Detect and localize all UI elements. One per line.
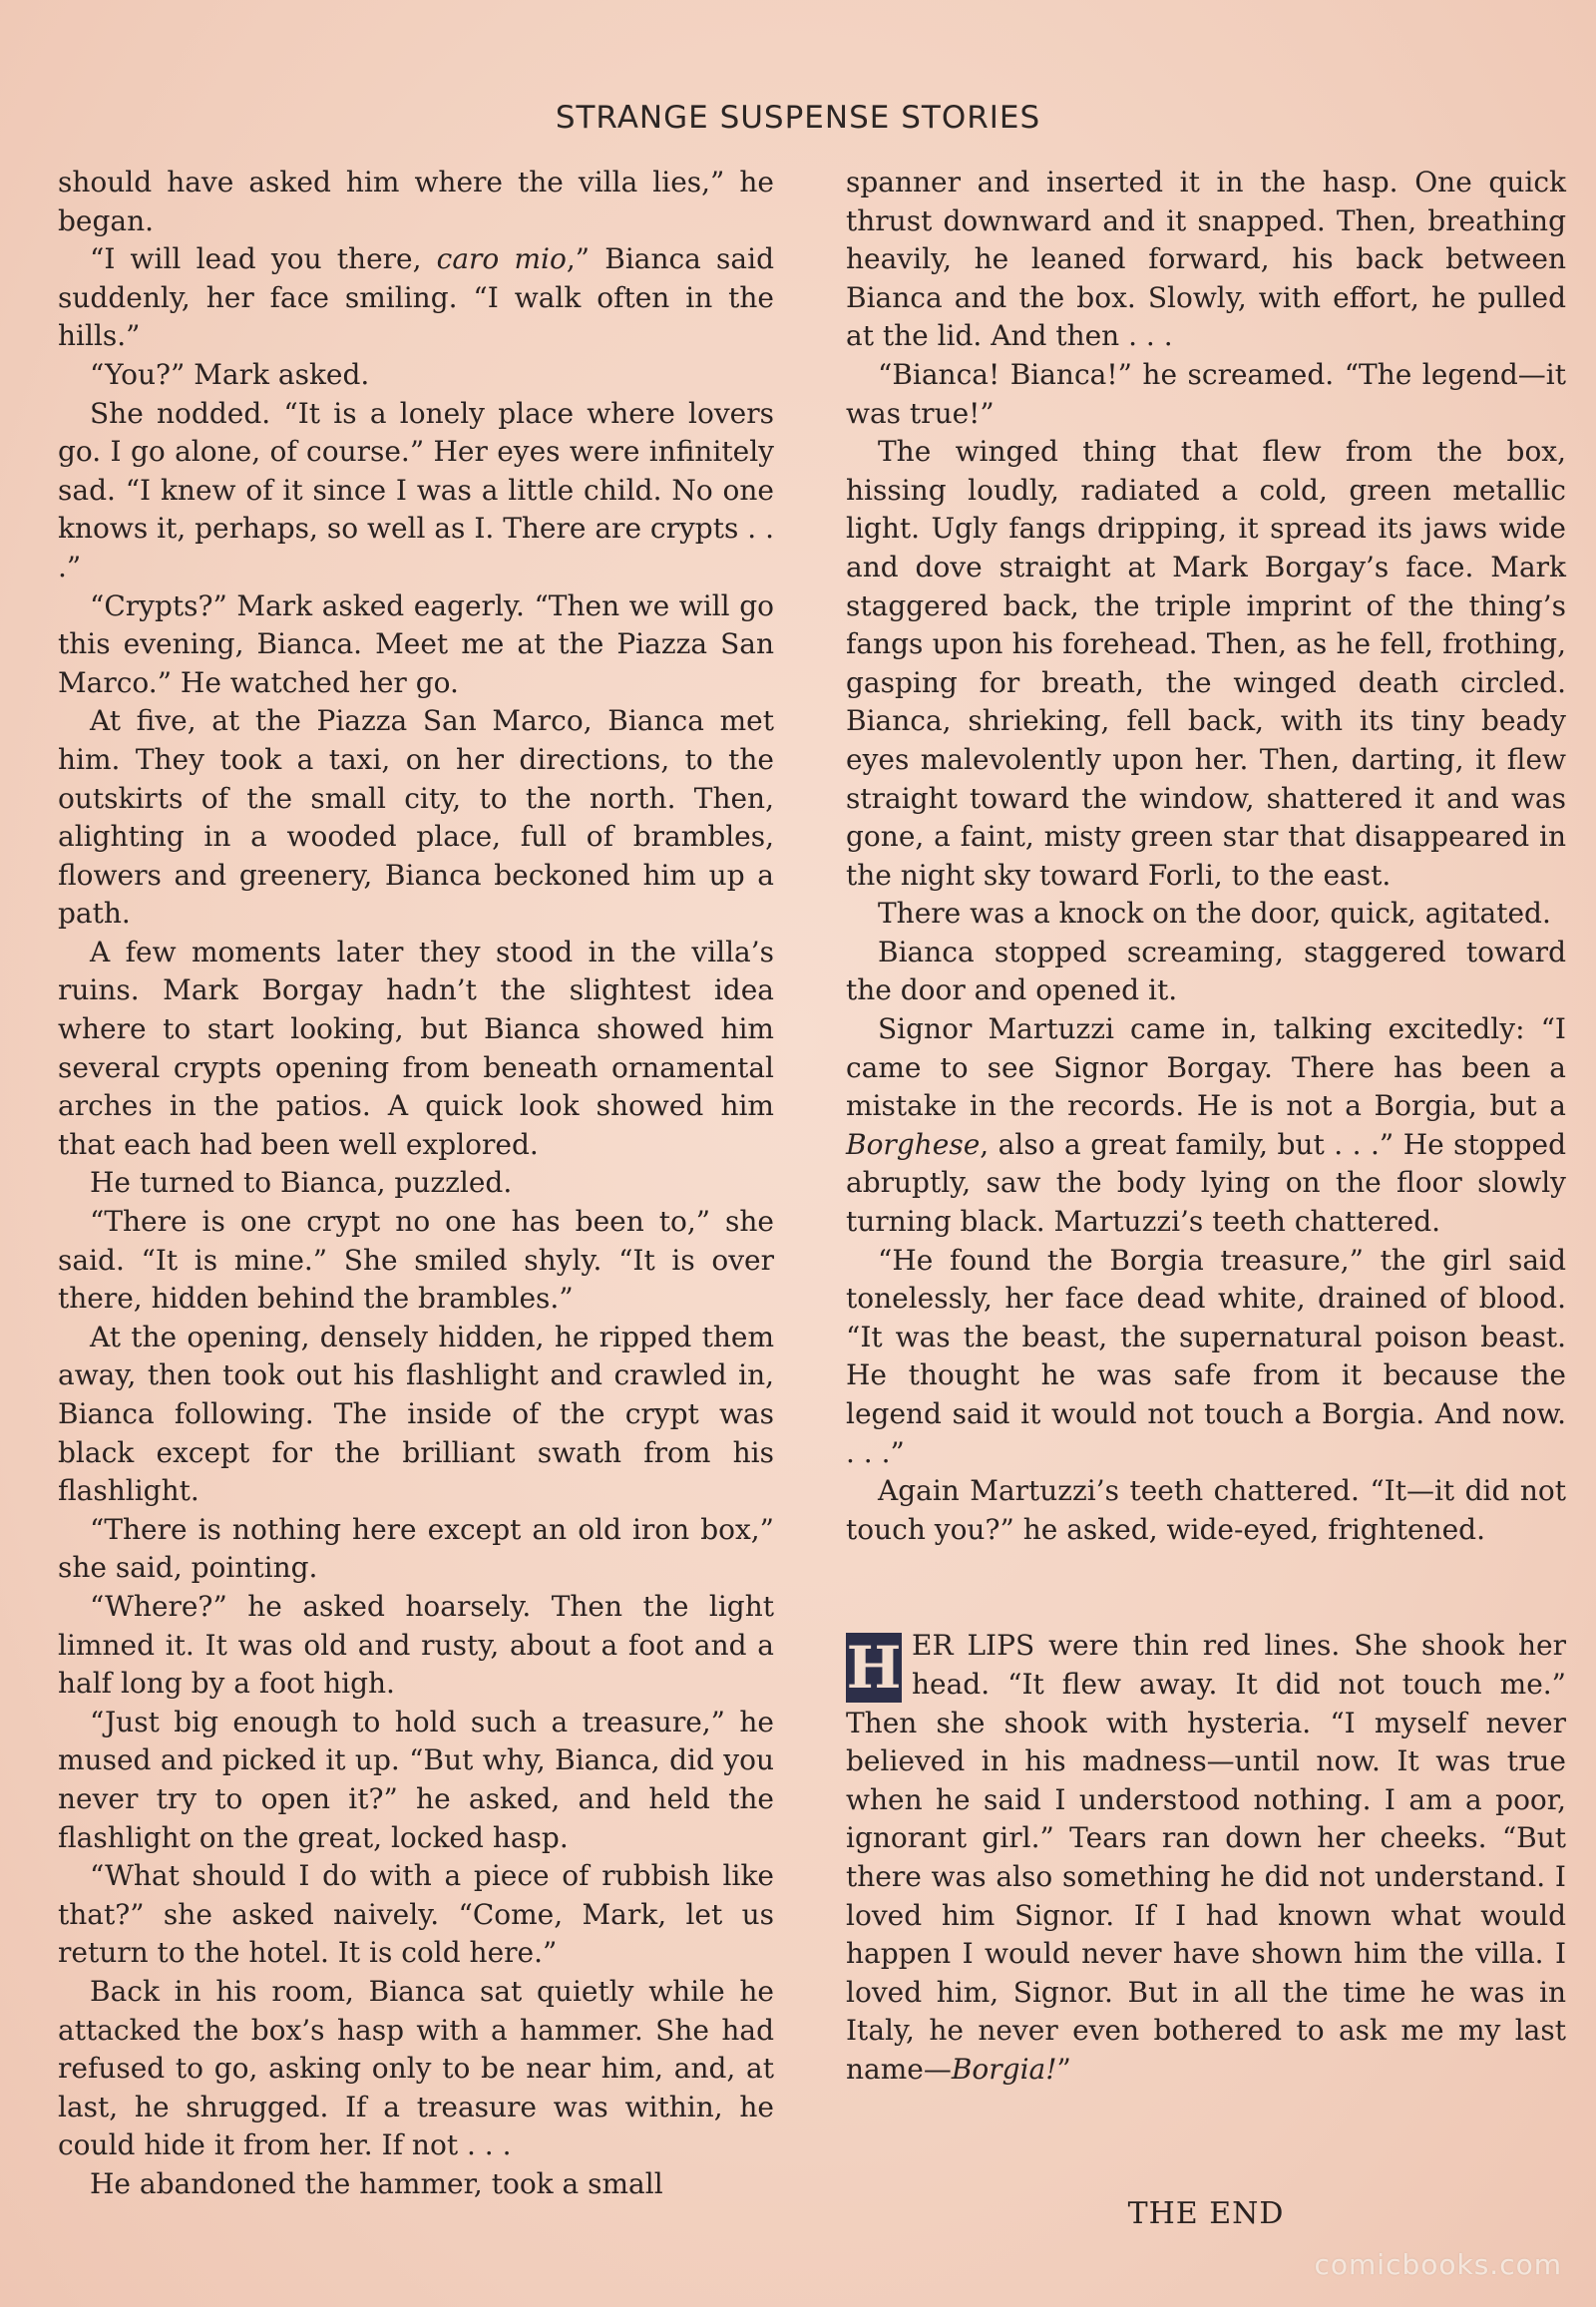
page-title: STRANGE SUSPENSE STORIES [555, 100, 1041, 136]
left_column-paragraph: She nodded. “It is a lonely place where lovers go. I go alone, of course.” Her eyes were infinitely sad. “I knew of it since I was a little child. No one knows it, perhaps, so well as I. There are crypts . . .” [58, 396, 774, 583]
left_column-paragraph: At the opening, densely hidden, he ripped them away, then took out his flashlight and crawled in, Bianca following. The inside of the crypt was black except for the brilliant swath from his flashlight. [58, 1320, 774, 1508]
left_column-paragraph: He abandoned the hammer, took a small [90, 2166, 663, 2200]
final-paragraph-text: ER LIPS were thin red lines. She shook her head. “It flew away. It did not touch me.” Then she shook with hysteria. “I myself never believed in his madness—until now. It was true when he said I understood nothing. I am a poor, ignorant girl.” Tears ran down her cheeks. “But there was also something he did not understand. I loved him Signor. If I had known what would happen I would never have shown him the villa. I loved him, Signor. But in all the time he was in Italy, he never even bothered to ask me my last name—Borgia!” [846, 1629, 1566, 2086]
right_column-paragraph: Bianca stopped screaming, staggered toward the door and opened it. [846, 935, 1566, 1007]
left_column-paragraph: He turned to Bianca, puzzled. [90, 1166, 513, 1200]
final-paragraph [846, 1627, 1566, 2089]
right_column-paragraph: Signor Martuzzi came in, talking excitedly: “I came to see Signor Borgay. There has been a mistake in the records. He is not a Borgia, but a Borghese, also a great family, but . . .” He stopped abruptly, saw the body lying on the floor slowly turning black. Martuzzi’s teeth chattered. [846, 1012, 1566, 1239]
left-column [58, 164, 774, 2203]
the-end-label: THE END [1127, 2196, 1285, 2231]
left_column-paragraph: At five, at the Piazza San Marco, Bianca met him. They took a taxi, on her directions, to the outskirts of the small city, to the north. Then, alighting in a wooded place, full of brambles, flowers and greenery, Bianca beckoned him up a path. [58, 704, 774, 931]
left_column-paragraph: “There is nothing here except an old iron box,” she said, pointing. [58, 1512, 774, 1585]
left_column-paragraph: “I will lead you there, caro mio,” Bianca said suddenly, her face smiling. “I walk often in the hills.” [58, 242, 774, 353]
left_column-paragraph: Back in his room, Bianca sat quietly while he attacked the box’s hasp with a hammer. She had refused to go, asking only to be near him, and, at last, he shrugged. If a treasure was within, he could hide it from her. If not . . . [58, 1974, 774, 2162]
left_column-paragraph: “Where?” he asked hoarsely. Then the light limned it. It was old and rusty, about a foot and a half long by a foot high. [58, 1589, 774, 1701]
left_column-paragraph: “There is one crypt no one has been to,” she said. “It is mine.” She smiled shyly. “It is over there, hidden behind the brambles.” [58, 1205, 774, 1316]
right_column-paragraph: There was a knock on the door, quick, agitated. [878, 897, 1551, 931]
right-column-paragraphs [846, 164, 1566, 1549]
left_column-paragraph: “Just big enough to hold such a treasure,” he mused and picked it up. “But why, Bianca, did you never try to open it?” he asked, and held the flashlight on the great, locked hasp. [58, 1705, 774, 1854]
right_column-paragraph: Again Martuzzi’s teeth chattered. “It—it did not touch you?” he asked, wide-eyed, frightened. [846, 1474, 1566, 1546]
right_column-paragraph: The winged thing that flew from the box, hissing loudly, radiated a cold, green metallic light. Ugly fangs dripping, it spread its jaws wide and dove straight at Mark Borgay’s face. Mark staggered back, the triple imprint of the thing’s fangs upon his forehead. Then, as he fell, frothing, gasping for breath, the winged death circled. Bianca, shrieking, fell back, with its tiny beady eyes malevolently upon her. Then, darting, it flew straight toward the window, shattered it and was gone, a faint, misty green star that disappeared in the night sky toward Forli, to the east. [846, 435, 1566, 892]
left_column-paragraph: “Crypts?” Mark asked eagerly. “Then we will go this evening, Bianca. Meet me at the Piazza San Marco.” He watched her go. [58, 588, 774, 699]
drop-cap: H [846, 1634, 902, 1703]
left_column-paragraph: “You?” Mark asked. [90, 357, 370, 391]
watermark: comicbooks.com [1314, 2248, 1562, 2281]
right-column [846, 164, 1566, 2090]
right_column-paragraph: spanner and inserted it in the hasp. One quick thrust downward and it snapped. Then, breathing heavily, he leaned forward, his back between Bianca and the box. Slowly, with effort, he pulled at the lid. And then . . . [846, 166, 1566, 353]
right_column-paragraph: “Bianca! Bianca!” he screamed. “The legend—it was true!” [846, 357, 1566, 430]
left_column-paragraph: “What should I do with a piece of rubbish like that?” she asked naively. “Come, Mark, let us return to the hotel. It is cold here.” [58, 1859, 774, 1970]
right_column-paragraph: “He found the Borgia treasure,” the girl said tonelessly, her face dead white, drained of blood. “It was the beast, the supernatural poison beast. He thought he was safe from it because the legend said it would not touch a Borgia. And now. . . .” [846, 1243, 1566, 1469]
left_column-paragraph: A few moments later they stood in the villa’s ruins. Mark Borgay hadn’t the slightest idea where to start looking, but Bianca showed him several crypts opening from beneath ornamental arches in the patios. A quick look showed him that each had been well explored. [58, 935, 774, 1161]
left_column-paragraph: should have asked him where the villa lies,” he began. [58, 166, 774, 237]
